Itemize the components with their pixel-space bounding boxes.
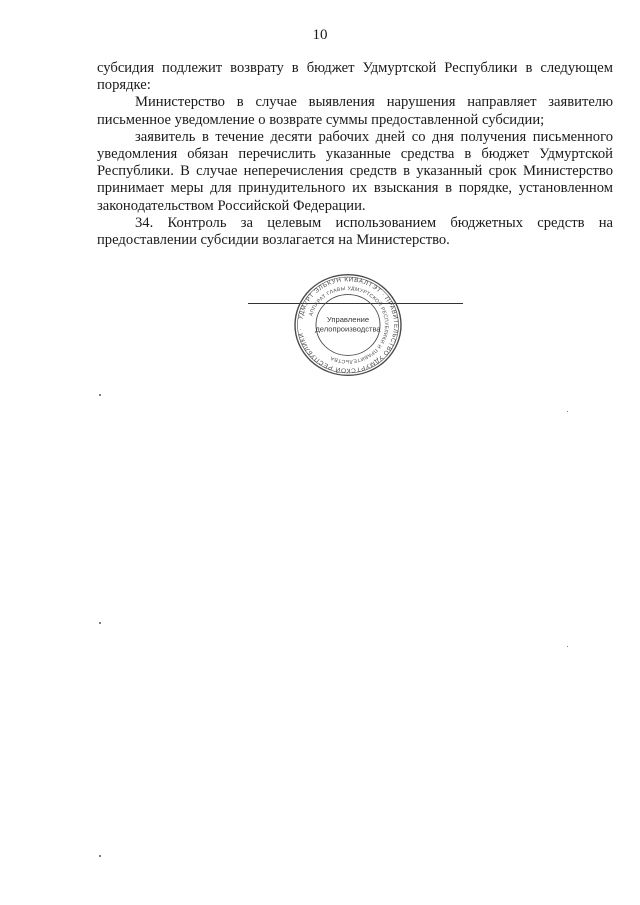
- official-seal: [279, 270, 417, 380]
- seal-center-line1: Управление: [326, 315, 370, 325]
- scan-speck: [567, 646, 568, 647]
- scan-speck: [99, 855, 101, 857]
- seal-graphic: [279, 270, 417, 380]
- paragraph-control-clause: 34. Контроль за целевым использованием бюджетных средств на предоставлении субсидии возлагается на Министерство.: [97, 214, 613, 249]
- paragraph-refund-order: субсидия подлежит возврату в бюджет Удмуртской Республики в следующем порядке:: [97, 60, 613, 94]
- document-body: [97, 60, 613, 249]
- seal-inner-ring-text: АППАРАТ ГЛАВЫ УДМУРТСКОЙ РЕСПУБЛИКИ И ПРАВИТЕЛЬСТВА: [308, 285, 390, 365]
- scan-speck: [99, 394, 101, 396]
- scan-speck: [567, 411, 568, 412]
- page-number: 10: [312, 27, 328, 43]
- seal-center-line2: делопроизводства: [315, 324, 381, 334]
- paragraph-ministry-notice: Министерство в случае выявления нарушения направляет заявителю письменное уведомление о возврате суммы предоставленной субсидии;: [97, 94, 613, 128]
- paragraph-applicant-obligation: заявитель в течение десяти рабочих дней со дня получения письменного уведомления обязан перечислить указанные средства в бюджет Удмуртской Республики. В случае неперечисления средств в указанный срок Министерство принимает меры для принудительного их взыскания в порядке, установленном законодательством Российской Федерации.: [97, 128, 613, 214]
- seal-outer-ring-text: УДМУРТ ЭЛЬКУН КИВАЛТЭТ · ПРАВИТЕЛЬСТВО УДМУРТСКОЙ РЕСПУБЛИКИ ·: [296, 276, 400, 374]
- scan-speck: [99, 622, 101, 624]
